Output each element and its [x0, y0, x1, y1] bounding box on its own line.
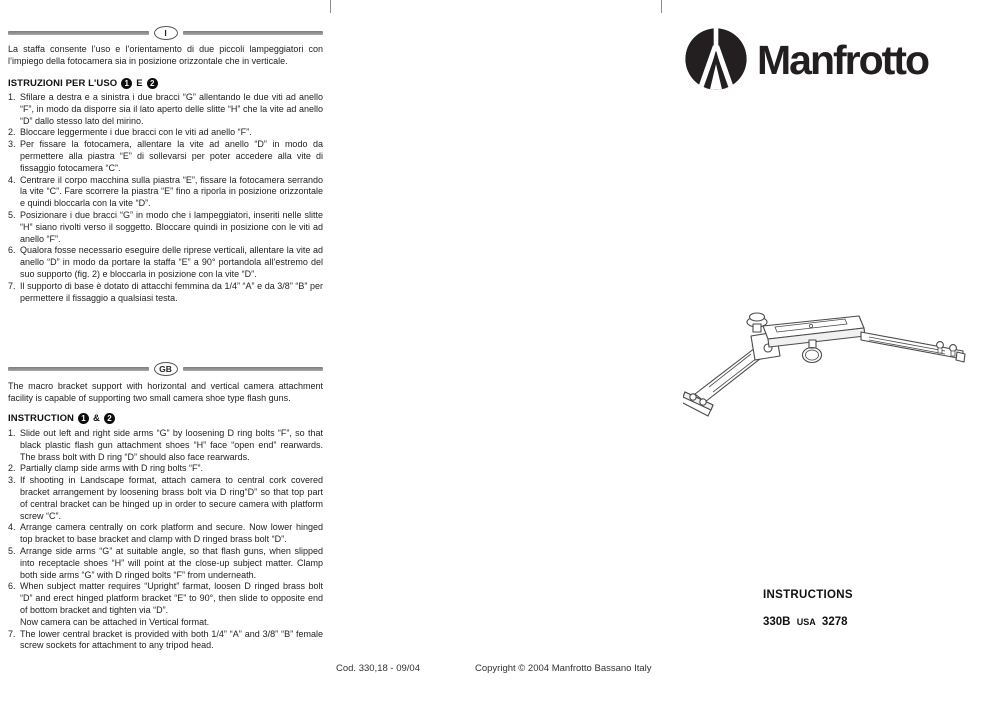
language-badge-english: GB: [154, 362, 178, 376]
list-item: [8, 475, 323, 522]
list-item: [8, 522, 323, 546]
italian-intro: La staffa consente l’uso e l’orientamento di due piccoli lampeggiatori con l’impiego della fotocamera sia in posizione orizzontale che in verticale.: [8, 44, 323, 66]
list-item: [8, 546, 323, 581]
separator-bar: [183, 31, 324, 35]
item-text: Il supporto di base è dotato di attacchi femmina da 1/4” “A” e da 3/8” “B” per permettere il fissaggio a qualsiasi testa.: [20, 280, 323, 303]
list-item: [8, 139, 323, 174]
list-item: [8, 581, 323, 628]
item-number: 5.: [8, 209, 16, 220]
list-item: [8, 175, 323, 210]
usa-label: USA: [796, 617, 816, 627]
italian-heading-text: ISTRUZIONI PER L'USO: [8, 78, 118, 89]
item-number: 7.: [8, 628, 16, 639]
item-text: The lower central bracket is provided with both 1/4” “A” and 3/8” “B” female screw sockets for attachment to any tripod head.: [20, 628, 323, 651]
item-text: Posizionare i due bracci “G” in modo che i lampeggiatori, inseriti nelle slitte “H” siano rivolti verso il soggetto. Bloccare quindi in posizione con le viti ad anello “F”.: [20, 209, 323, 244]
english-heading: [8, 413, 323, 424]
english-instruction-list: [8, 428, 323, 652]
crop-mark-right: [661, 0, 662, 13]
figure-2-badge: 2: [147, 78, 158, 89]
english-heading-text: INSTRUCTION: [8, 413, 75, 424]
item-text: Partially clamp side arms with D ring bolts “F”.: [20, 463, 204, 474]
item-number: 2.: [8, 463, 16, 474]
item-number: 4.: [8, 522, 16, 533]
list-item: [8, 210, 323, 245]
list-item: [8, 629, 323, 653]
usa-code: 3278: [821, 616, 848, 628]
item-text: Qualora fosse necessario eseguire delle riprese verticali, allentare la vite ad anello “D” in modo da portare la staffa “E” a 90° portandola all’estremo del suo supporto (fig. 2) e bloccarla in posizione con la vite “D”.: [20, 245, 323, 279]
manfrotto-tripod-logo-icon: [684, 27, 748, 91]
english-intro: The macro bracket support with horizontal and vertical camera attachment facility is capable of supporting two small camera shoe type flash guns.: [8, 381, 323, 403]
copyright-notice: Copyright © 2004 Manfrotto Bassano Italy: [475, 663, 652, 674]
item-text: Arrange camera centrally on cork platform and secure. Now lower hinged top bracket to base bracket and clamp with D ringed brass bolt “D”.: [20, 522, 323, 545]
separator-bar: [8, 31, 149, 35]
item-text: Per fissare la fotocamera, allentare la vite ad anello “D” in modo da permettere alla piastra “E” di sollevarsi per poter accedere alla vite di fissaggio fotocamera “C”.: [20, 139, 323, 173]
italian-instruction-list: [8, 92, 323, 304]
figure-2-badge: 2: [104, 413, 115, 424]
item-text: Sfilare a destra e a sinistra i due bracci “G” allentando le due viti ad anello “F”, in modo da disporre sia il lato aperto delle slitte “H” che la vite ad anello “D” dallo stesso lato del mirino.: [20, 92, 323, 126]
figure-1-badge: 1: [78, 413, 89, 424]
crop-mark-left: [330, 0, 331, 13]
item-number: 6.: [8, 581, 16, 592]
list-item: [8, 281, 323, 305]
item-text: If shooting in Landscape format, attach camera to central cork covered bracket arrangement by loosening brass bolt via D ring“D” so that top part of central bracket can be hinged up in order to secure camera with platform screw “C”.: [20, 475, 323, 521]
item-number: 1.: [8, 92, 16, 102]
model-number-line: [763, 616, 848, 628]
italian-heading: [8, 78, 323, 89]
item-text: Slide out left and right side arms “G” by loosening D ring bolts “F”, so that black plastic flash gun attachment shoes “H” face “open end” rearwards. The brass bolt with D ring “D” should also face rearwards.: [20, 428, 323, 462]
list-item: [8, 463, 323, 475]
item-number: 4.: [8, 174, 16, 185]
item-text-continued: Now camera can be attached in Vertical format.: [20, 616, 210, 627]
model-number: 330B: [763, 616, 791, 628]
item-number: 7.: [8, 280, 16, 291]
item-number: 2.: [8, 127, 16, 138]
item-number: 1.: [8, 428, 16, 438]
list-item: [8, 127, 323, 139]
separator-english: [8, 361, 323, 377]
separator-italian: [8, 25, 323, 41]
item-number: 6.: [8, 245, 16, 256]
list-item: [8, 428, 323, 463]
figure-1-badge: 1: [121, 78, 132, 89]
item-text: When subject matter requires “Upright” farmat, loosen D ringed brass bolt “D” and erect hinged platform bracket “E” to 90°, then slide to opposite end of bottom bracket and tighten via “D”.: [20, 581, 323, 615]
english-heading-connector: &: [93, 413, 100, 424]
macro-bracket-illustration: [683, 298, 975, 448]
brand-wordmark: Manfrotto: [757, 37, 929, 83]
separator-bar: [183, 367, 324, 371]
item-number: 3.: [8, 139, 16, 150]
item-text: Arrange side arms “G” at suitable angle, so that flash guns, when slipped into receptacle shoes “H” will point at the close-up subject matter. Clamp both side arms “G” with D ringed bolts “F” from underneath.: [20, 545, 323, 580]
document-code: Cod. 330,18 - 09/04: [336, 663, 420, 674]
instructions-label: INSTRUCTIONS: [763, 589, 853, 601]
list-item: [8, 92, 323, 127]
item-number: 3.: [8, 475, 16, 486]
separator-bar: [8, 367, 149, 371]
item-text: Centrare il corpo macchina sulla piastra “E”, fissare la fotocamera serrando la vite “C”. Fare scorrere la piastra “E” fino a riporla in posizione orizzontale e quindi bloccarla con la vite “D”.: [20, 174, 323, 209]
italian-heading-connector: E: [136, 78, 143, 89]
language-badge-italian: I: [154, 26, 178, 40]
item-number: 5.: [8, 545, 16, 556]
item-text: Bloccare leggermente i due bracci con le viti ad anello “F”.: [20, 127, 252, 138]
list-item: [8, 245, 323, 280]
